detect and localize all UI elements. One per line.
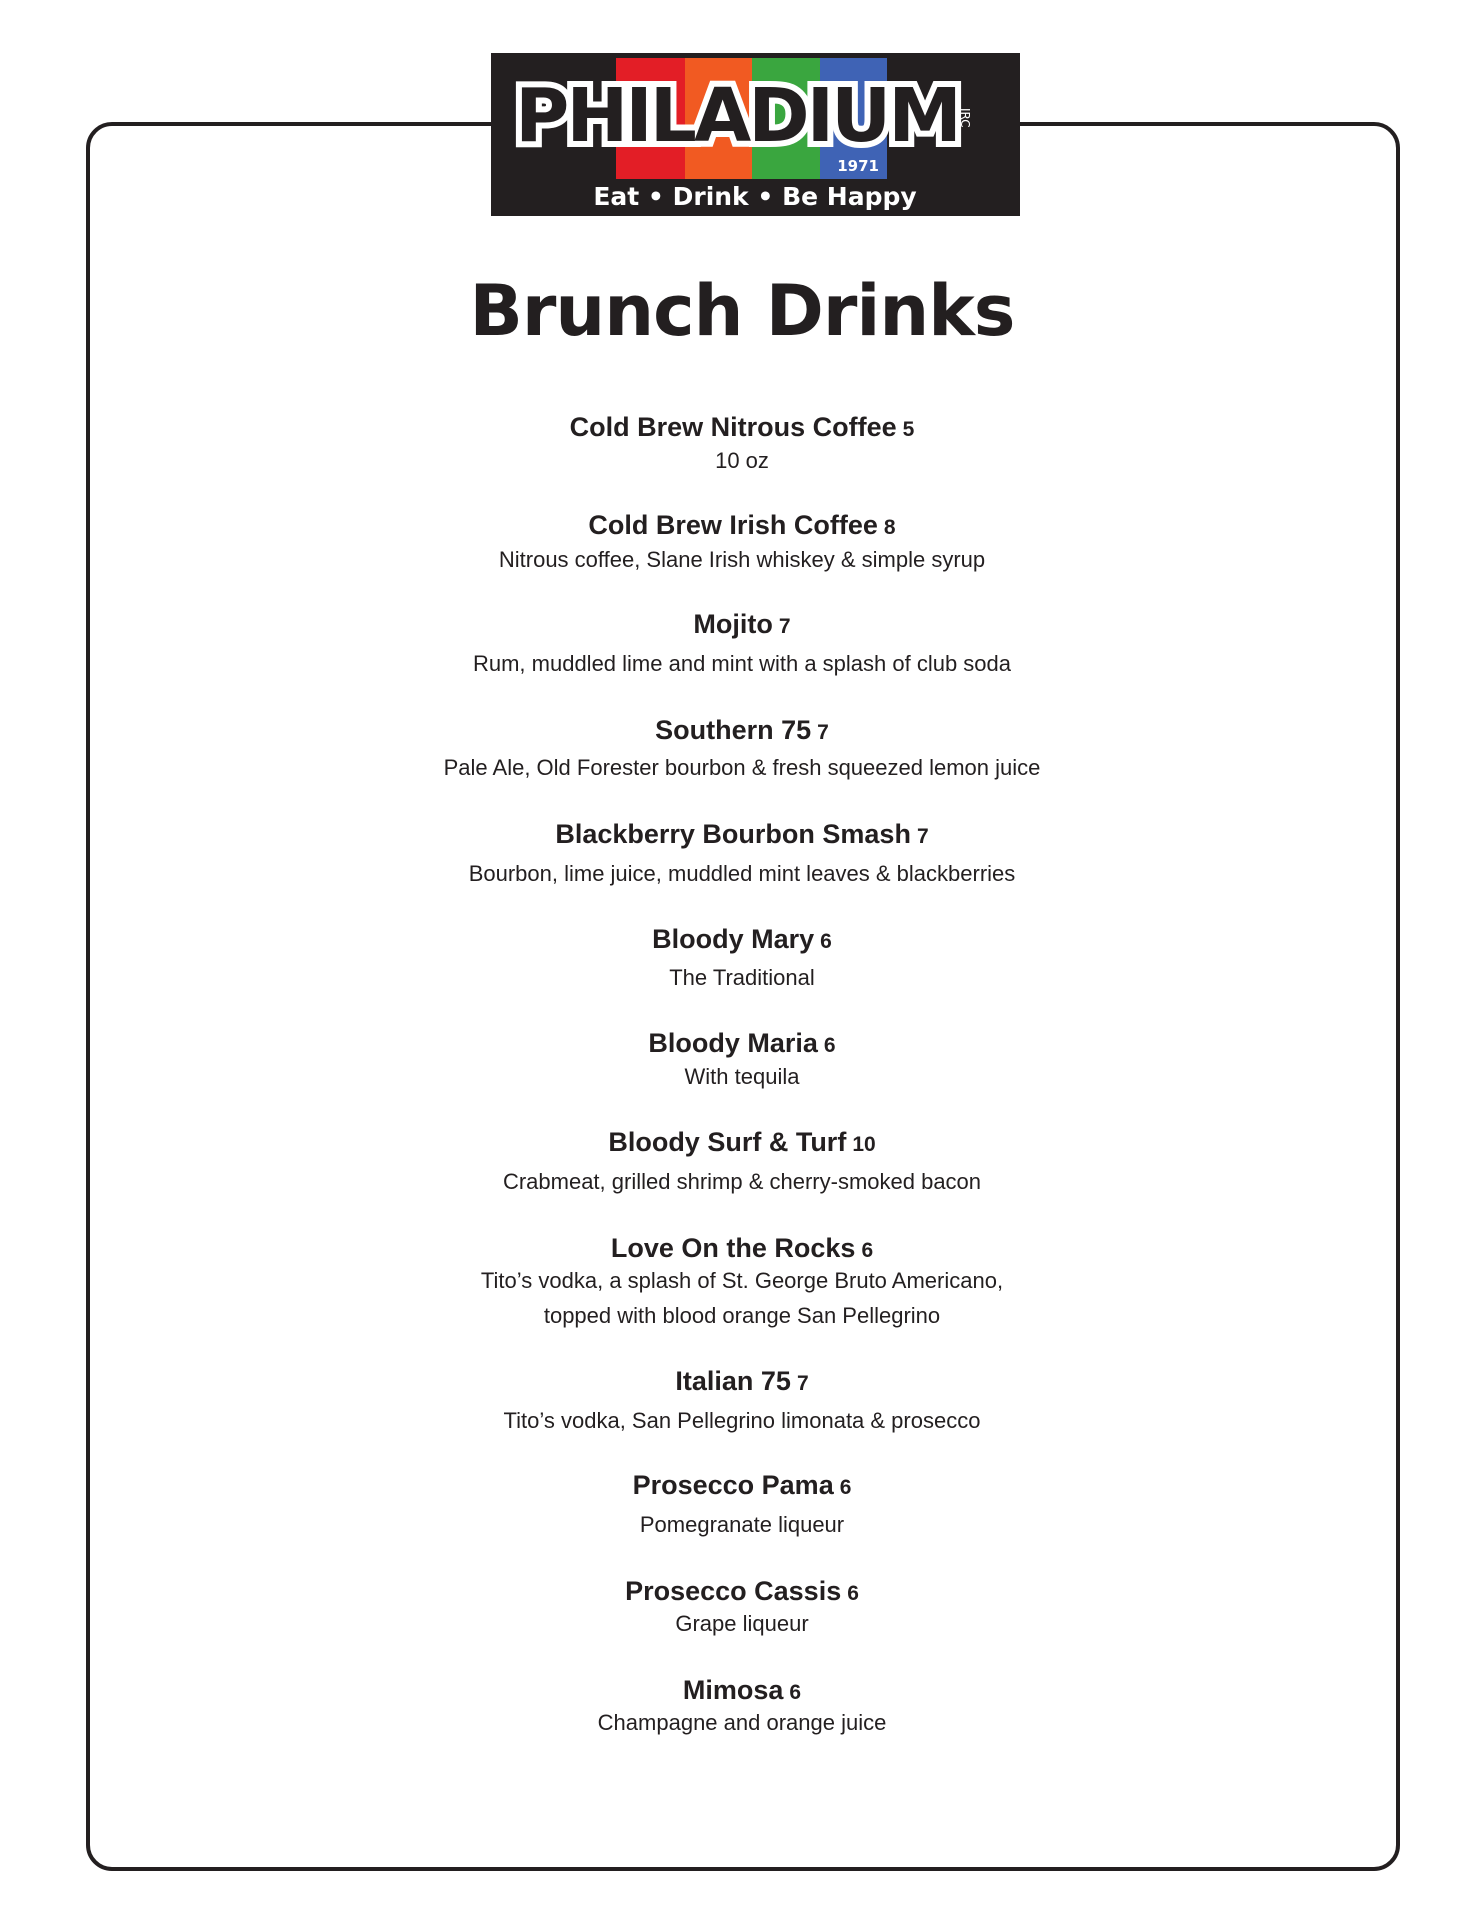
drink-name: Cold Brew Irish Coffee: [588, 510, 878, 540]
drink-name: Love On the Rocks: [610, 1233, 856, 1263]
svg-text:PHILADIUM: PHILADIUM: [515, 73, 959, 159]
drink-description: Crabmeat, grilled shrimp & cherry-smoked bacon: [502, 1169, 982, 1194]
drink-description: The Traditional: [669, 965, 815, 990]
drink-name: Italian 75: [675, 1366, 791, 1396]
drink-item-title: [0, 608, 1484, 643]
svg-text:Eat • Drink • Be Happy: Eat • Drink • Be Happy: [593, 182, 917, 211]
drink-item-title: [0, 1365, 1484, 1400]
philadium-logo: [491, 53, 1020, 216]
drink-item-title: [0, 1027, 1484, 1062]
drink-description: Champagne and orange juice: [597, 1710, 887, 1735]
drink-price: 7: [817, 721, 829, 744]
drink-description: Pomegranate liqueur: [639, 1512, 845, 1537]
drink-price: 6: [861, 1239, 874, 1262]
drink-price: 10: [852, 1133, 876, 1156]
drink-description: Pale Ale, Old Forester bourbon & fresh squeezed lemon juice: [443, 755, 1041, 780]
drink-description: Nitrous coffee, Slane Irish whiskey & simple syrup: [498, 547, 986, 572]
drink-description: Rum, muddled lime and mint with a splash of club soda: [472, 651, 1012, 676]
drink-description: Tito’s vodka, San Pellegrino limonata & prosecco: [503, 1408, 981, 1433]
drink-description: Grape liqueur: [675, 1611, 809, 1636]
drink-item-title: [0, 1469, 1484, 1504]
drink-name: Mojito: [693, 609, 773, 639]
drink-price: 6: [823, 1034, 836, 1057]
drink-price: 7: [796, 1372, 809, 1395]
drink-item-title: [0, 1126, 1484, 1161]
drink-description: With tequila: [684, 1064, 800, 1089]
drink-description: Tito’s vodka, a splash of St. George Bruto Americano,: [480, 1268, 1004, 1293]
drink-description: topped with blood orange San Pellegrino: [543, 1303, 941, 1328]
drink-name: Prosecco Cassis: [625, 1576, 842, 1606]
drink-description: Bourbon, lime juice, muddled mint leaves & blackberries: [468, 861, 1016, 886]
drink-description: 10 oz: [715, 448, 769, 473]
svg-text:JRC: JRC: [958, 108, 972, 128]
drink-price: 7: [916, 825, 929, 848]
drink-name: Prosecco Pama: [632, 1470, 834, 1500]
drink-item-title: [0, 509, 1484, 544]
drink-item-title: [0, 818, 1484, 853]
svg-text:1971: 1971: [837, 157, 879, 175]
drink-price: 6: [820, 930, 832, 953]
drink-name: Mimosa: [682, 1675, 784, 1705]
drink-item-title: [0, 1575, 1484, 1610]
drink-item-title: [0, 923, 1484, 958]
drink-item-title: [0, 714, 1484, 749]
drink-price: 6: [789, 1681, 802, 1704]
drink-name: Cold Brew Nitrous Coffee: [569, 412, 897, 442]
drink-price: 8: [883, 516, 896, 539]
drink-name: Blackberry Bourbon Smash: [555, 819, 911, 849]
drink-item-title: [0, 411, 1484, 446]
drink-price: 5: [902, 418, 915, 441]
drink-name: Southern 75: [655, 715, 812, 745]
drink-price: 6: [839, 1476, 852, 1499]
drink-name: Bloody Maria: [648, 1028, 818, 1058]
drink-name: Bloody Mary: [652, 924, 815, 954]
page-title: Brunch Drinks: [469, 270, 1015, 352]
drink-price: 6: [847, 1582, 859, 1605]
drink-item-title: [0, 1674, 1484, 1709]
drink-item-title: [0, 1232, 1484, 1267]
drink-price: 7: [778, 615, 791, 638]
drink-name: Bloody Surf & Turf: [608, 1127, 847, 1157]
